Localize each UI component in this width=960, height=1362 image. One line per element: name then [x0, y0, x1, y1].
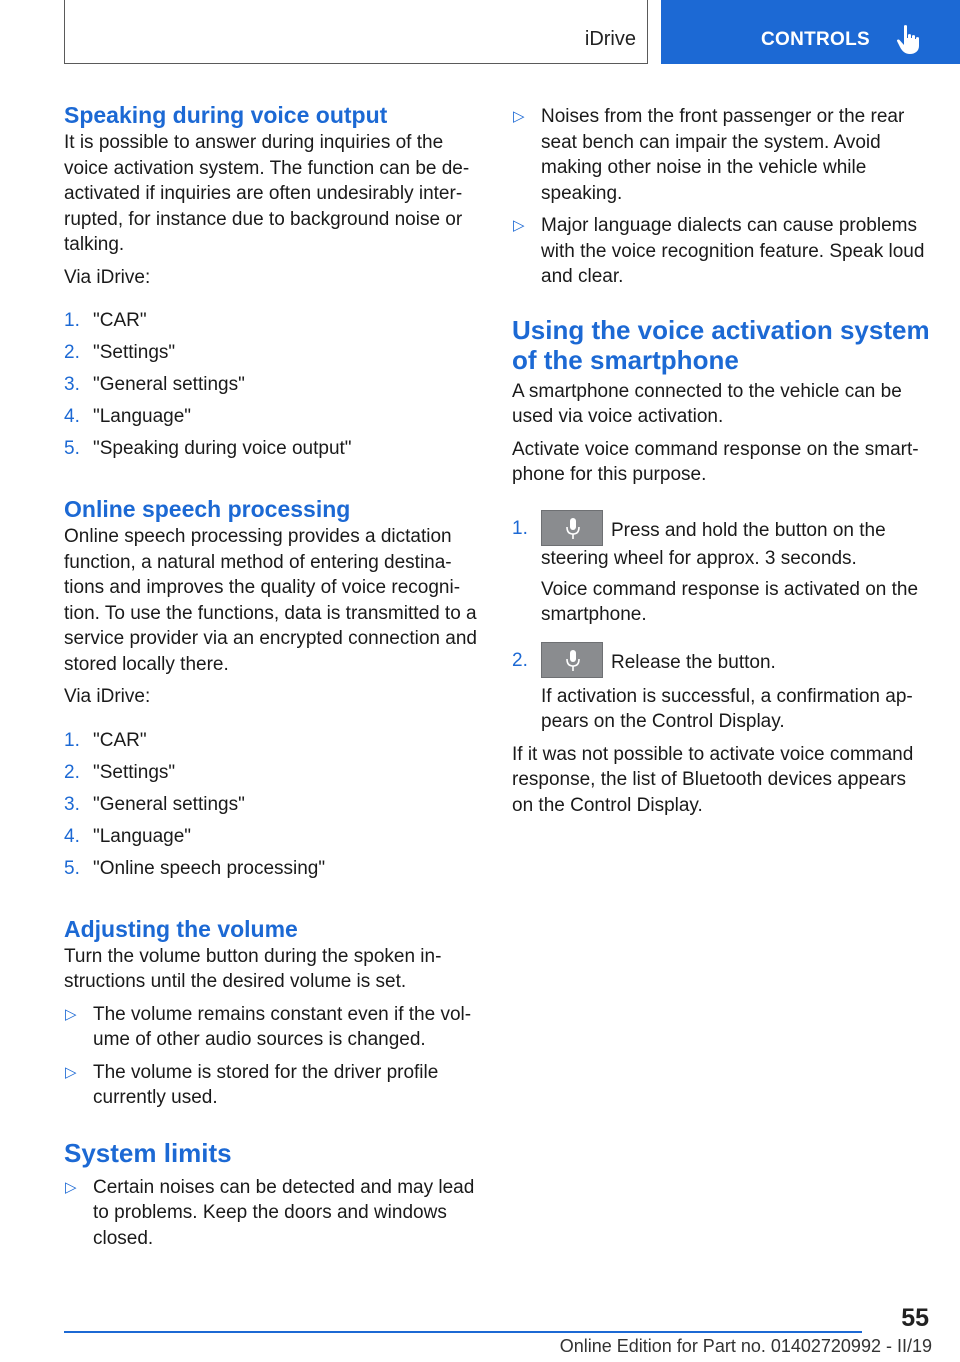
triangle-bullet-icon: ▷: [513, 217, 525, 234]
bullet-item: [64, 1060, 478, 1111]
step-number: 3.: [64, 793, 80, 815]
paragraph: A smartphone connected to the vehicle can be used via voice activation.: [512, 380, 902, 427]
chapter-tab-label: CONTROLS: [761, 29, 871, 50]
step-text: "General settings": [93, 793, 245, 815]
bullet-text: Noises from the front passenger or the rear seat bench can impair the system. Avoid making other noise in the vehicle while speaking.: [541, 106, 905, 204]
steps-list-2: [64, 728, 478, 881]
step-number: 1.: [64, 310, 80, 331]
microphone-icon: [565, 517, 581, 541]
microphone-button-image: [541, 510, 603, 546]
step-text: "Settings": [93, 761, 176, 783]
paragraph: If it was not possible to activate voice command response, the list of Bluetooth devices appears on the Control Display.: [512, 743, 914, 816]
step-number: 2.: [512, 649, 528, 671]
pointing-hand-icon: [895, 24, 921, 56]
steps-list-smartphone: [512, 510, 932, 735]
step-number: 2.: [64, 342, 80, 363]
bullet-text: Certain noises can be detected and may lead to problems. Keep the doors and windows closed.: [93, 1176, 475, 1249]
left-column: [64, 100, 478, 1258]
paragraph: Online speech processing provides a dictation function, a natural method of entering destina‐ tions and improves the quality of voice recogni‐ tion. To use the functions, data is transmitted to a service provider via an encrypted connection and stored locally there.: [64, 526, 477, 675]
heading-adjusting-the-volume: Adjusting the volume: [64, 915, 298, 942]
edition-note: Online Edition for Part no. 01402720992 - II/19: [559, 1336, 932, 1356]
steps-list-1: [64, 308, 478, 461]
microphone-button-image: [541, 642, 603, 678]
step-number: 3.: [64, 374, 80, 395]
bullet-item: [512, 104, 932, 206]
step-item: [64, 760, 478, 785]
bullet-list-system-limits: [64, 1175, 478, 1252]
chapter-tab[interactable]: [661, 0, 960, 64]
step-text: "CAR": [93, 310, 147, 331]
footer-divider: [64, 1331, 862, 1333]
step-item: [512, 510, 932, 628]
section-title: iDrive: [584, 28, 636, 50]
heading-system-limits: System limits: [64, 1137, 232, 1168]
triangle-bullet-icon: ▷: [65, 1063, 77, 1081]
heading-online-speech-processing: Online speech processing: [64, 496, 351, 522]
bullet-item: [512, 213, 932, 290]
paragraph: Activate voice command response on the smart‐ phone for this purpose.: [512, 438, 919, 485]
triangle-bullet-icon: ▷: [513, 108, 525, 125]
step-number: 1.: [512, 517, 528, 539]
paragraph: Turn the volume button during the spoken in‐ structions until the desired volume is set.: [64, 945, 442, 992]
via-idrive-label: Via iDrive:: [64, 686, 151, 707]
step-text: "CAR": [93, 729, 147, 751]
step-result: If activation is successful, a confirmation ap‐ pears on the Control Display.: [541, 685, 913, 732]
bullet-list-system-limits-cont: [512, 104, 932, 290]
step-text: "Speaking during voice output": [93, 438, 352, 459]
step-item: [64, 792, 478, 817]
step-number: 5.: [64, 438, 80, 459]
bullet-text: The volume is stored for the driver profile currently used.: [93, 1061, 439, 1108]
step-number: 4.: [64, 825, 80, 847]
step-item: [64, 728, 478, 753]
step-text: "Settings": [93, 342, 176, 363]
paragraph: It is possible to answer during inquiries of the voice activation system. The function can be de‐ activated if inquiries are often undesirably inter‐ rupted, for instance due to background noise or talking.: [64, 132, 470, 255]
step-item: [64, 340, 478, 365]
bullet-text: Major language dialects can cause problems with the voice recognition feature. Speak loud and clear.: [541, 215, 925, 287]
step-text: "General settings": [93, 374, 245, 395]
step-text: Press and hold the button on the steering wheel for approx. 3 seconds.: [541, 519, 886, 569]
page-number: 55: [901, 1304, 929, 1332]
step-item: [64, 824, 478, 849]
step-text: "Online speech processing": [93, 857, 326, 879]
bullet-text: The volume remains constant even if the vol‐ ume of other audio sources is changed.: [93, 1003, 472, 1050]
triangle-bullet-icon: ▷: [65, 1178, 77, 1196]
step-item: [64, 436, 478, 461]
step-result: Voice command response is activated on the smartphone.: [541, 578, 919, 625]
heading-using-voice-activation-smartphone: Using the voice activation system of the smartphone: [512, 314, 930, 375]
microphone-icon: [565, 649, 581, 673]
right-column: [512, 104, 932, 818]
heading-speaking-during-voice-output: Speaking during voice output: [64, 102, 388, 128]
triangle-bullet-icon: ▷: [65, 1005, 77, 1023]
step-text: "Language": [93, 825, 192, 847]
step-number: 5.: [64, 857, 80, 879]
step-number: 4.: [64, 406, 80, 427]
step-number: 1.: [64, 729, 80, 751]
step-item: [64, 404, 478, 429]
step-item: [64, 372, 478, 397]
bullet-item: [64, 1175, 478, 1252]
via-idrive-label: Via iDrive:: [64, 266, 151, 288]
header-frame: [64, 0, 648, 64]
step-text: Release the button.: [611, 651, 776, 673]
step-number: 2.: [64, 761, 80, 783]
bullet-item: [64, 1002, 478, 1053]
bullet-list-volume: [64, 1002, 478, 1111]
step-item: [64, 308, 478, 333]
step-item: [64, 856, 478, 881]
step-item: [512, 642, 932, 735]
step-text: "Language": [93, 406, 192, 427]
